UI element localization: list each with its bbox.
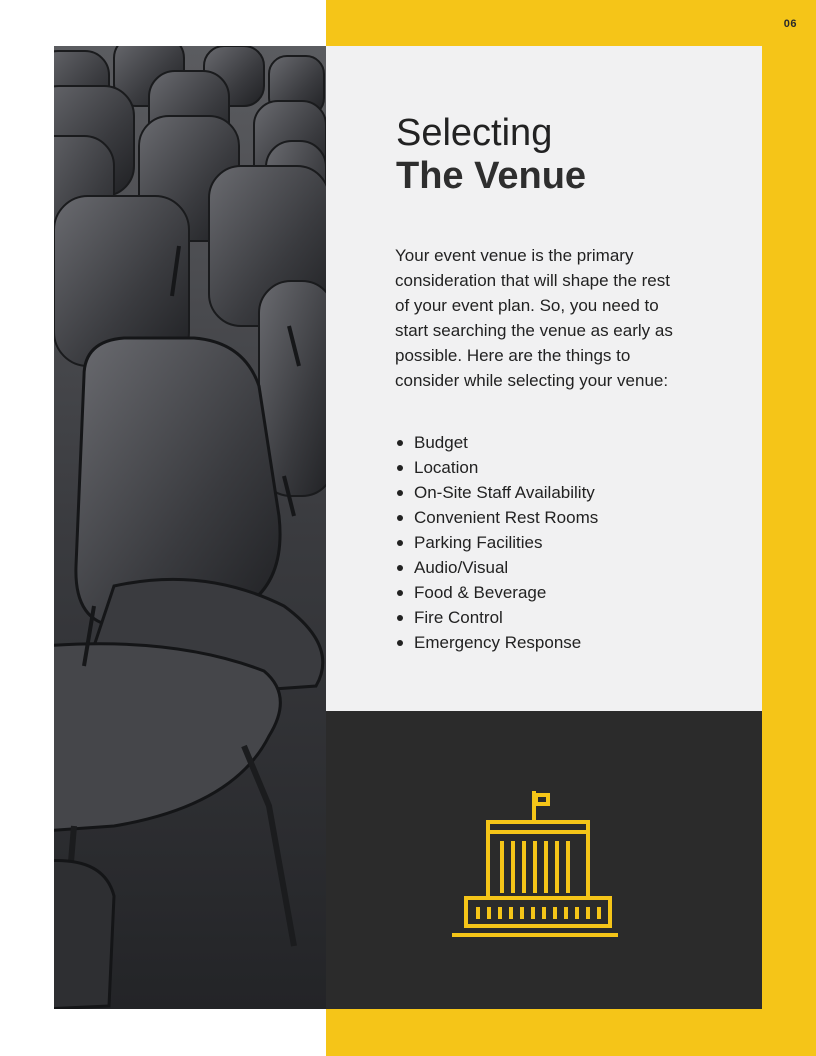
checklist-item: Budget — [395, 430, 598, 455]
building-flag-icon — [452, 789, 618, 939]
checklist-item: Emergency Response — [395, 630, 598, 655]
page-number: 06 — [783, 18, 797, 30]
page-title-line1: Selecting — [396, 112, 553, 154]
checklist-item: Location — [395, 455, 598, 480]
page-title-line2: The Venue — [396, 155, 587, 197]
checklist-item: Audio/Visual — [395, 555, 598, 580]
content-panel — [326, 46, 762, 711]
intro-paragraph: Your event venue is the primary consideration that will shape the rest of your event plan. So, you need to start searching the venue as early as possible. Here are the things to consider while selecting your venue: — [395, 246, 673, 390]
checklist-item: Fire Control — [395, 605, 598, 630]
checklist-item: Food & Beverage — [395, 580, 598, 605]
venue-checklist — [395, 430, 598, 655]
icon-panel — [326, 711, 762, 1009]
checklist-item: On-Site Staff Availability — [395, 480, 598, 505]
checklist-item: Convenient Rest Rooms — [395, 505, 598, 530]
chairs-photo — [54, 46, 326, 1009]
checklist-item: Parking Facilities — [395, 530, 598, 555]
